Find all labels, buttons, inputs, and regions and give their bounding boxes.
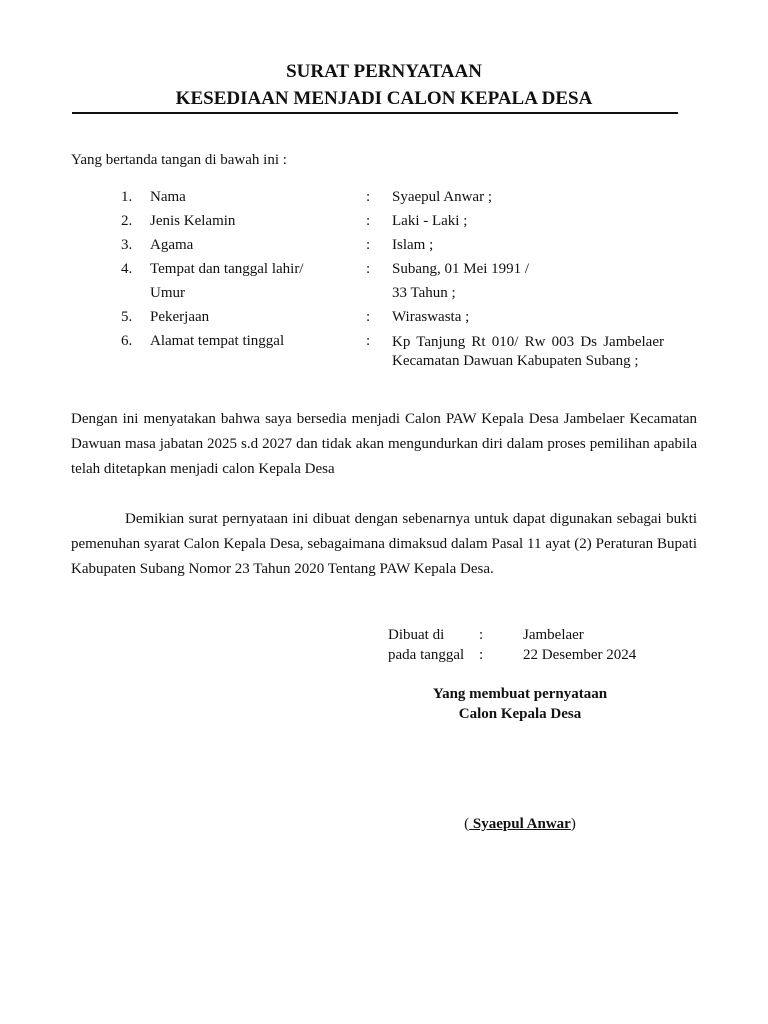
row-number: 3. bbox=[121, 237, 133, 253]
date-value: 22 Desember 2024 bbox=[523, 647, 637, 663]
row-colon: : bbox=[366, 309, 371, 325]
document-subtitle: KESEDIAAN MENJADI CALON KEPALA DESA bbox=[175, 88, 593, 109]
place-date-block bbox=[388, 627, 688, 667]
identity-row-birth bbox=[72, 261, 672, 285]
row-value: Wiraswasta ; bbox=[392, 309, 470, 325]
row-label: Pekerjaan bbox=[150, 309, 210, 325]
closing-paragraph: Demikian surat pernyataan ini dibuat dengan sebenarnya untuk dapat digunakan sebagai bukti pemenuhan syarat Calon Kepala Desa, sebagaimana dimaksud dalam Pasal 11 ayat (2) Peraturan Bupati Kabupaten Subang Nomor 23 Tahun 2020 Tentang PAW Kepala Desa. bbox=[71, 511, 697, 577]
identity-row-gender bbox=[72, 213, 672, 237]
signature-name-line bbox=[380, 816, 660, 833]
intro-text: Yang bertanda tangan di bawah ini : bbox=[71, 152, 287, 168]
date-row bbox=[388, 647, 688, 667]
document-title: SURAT PERNYATAAN bbox=[286, 61, 482, 82]
identity-row-age bbox=[72, 285, 672, 309]
row-colon: : bbox=[366, 261, 371, 277]
close-paren: ) bbox=[570, 816, 576, 832]
identity-row-name bbox=[72, 189, 672, 213]
title-underline bbox=[72, 112, 678, 114]
row-number: 2. bbox=[121, 213, 133, 229]
row-value: Subang, 01 Mei 1991 / bbox=[392, 261, 530, 277]
identity-row-occupation bbox=[72, 309, 672, 333]
place-colon: : bbox=[479, 627, 484, 643]
row-colon: : bbox=[366, 213, 371, 229]
row-colon: : bbox=[366, 189, 371, 205]
place-label: Dibuat di bbox=[388, 627, 445, 643]
signature-heading bbox=[380, 684, 660, 724]
place-value: Jambelaer bbox=[523, 627, 584, 643]
date-colon: : bbox=[479, 647, 484, 663]
identity-row-religion bbox=[72, 237, 672, 261]
row-value: Kp Tanjung Rt 010/ Rw 003 Ds Jambelaer Kecamatan Dawuan Kabupaten Subang ; bbox=[392, 334, 664, 369]
row-label: Nama bbox=[150, 189, 186, 205]
row-number: 6. bbox=[121, 333, 133, 349]
place-row bbox=[388, 627, 688, 647]
row-value: 33 Tahun ; bbox=[392, 285, 456, 301]
signature-line2: Calon Kepala Desa bbox=[458, 706, 582, 722]
identity-row-address bbox=[72, 333, 672, 393]
signature-line1: Yang membuat pernyataan bbox=[432, 686, 608, 702]
open-paren: ( bbox=[464, 816, 470, 832]
row-colon: : bbox=[366, 237, 371, 253]
row-label: Agama bbox=[150, 237, 194, 253]
signer-name: Syaepul Anwar bbox=[469, 816, 571, 832]
row-label: Alamat tempat tinggal bbox=[150, 333, 285, 349]
row-number: 1. bbox=[121, 189, 133, 205]
row-value: Islam ; bbox=[392, 237, 434, 253]
row-number: 5. bbox=[121, 309, 133, 325]
row-label: Umur bbox=[150, 285, 185, 301]
row-value: Syaepul Anwar ; bbox=[392, 189, 492, 205]
date-label: pada tanggal bbox=[388, 647, 465, 663]
row-label: Jenis Kelamin bbox=[150, 213, 236, 229]
row-label: Tempat dan tanggal lahir/ bbox=[150, 261, 304, 277]
row-colon: : bbox=[366, 333, 371, 349]
row-value: Laki - Laki ; bbox=[392, 213, 468, 229]
statement-paragraph: Dengan ini menyatakan bahwa saya bersedia menjadi Calon PAW Kepala Desa Jambelaer Kecamatan Dawuan masa jabatan 2025 s.d 2027 dan tidak akan mengundurkan diri dalam proses pemilihan apabila telah ditetapkan menjadi calon Kepala Desa bbox=[71, 411, 697, 477]
row-number: 4. bbox=[121, 261, 133, 277]
